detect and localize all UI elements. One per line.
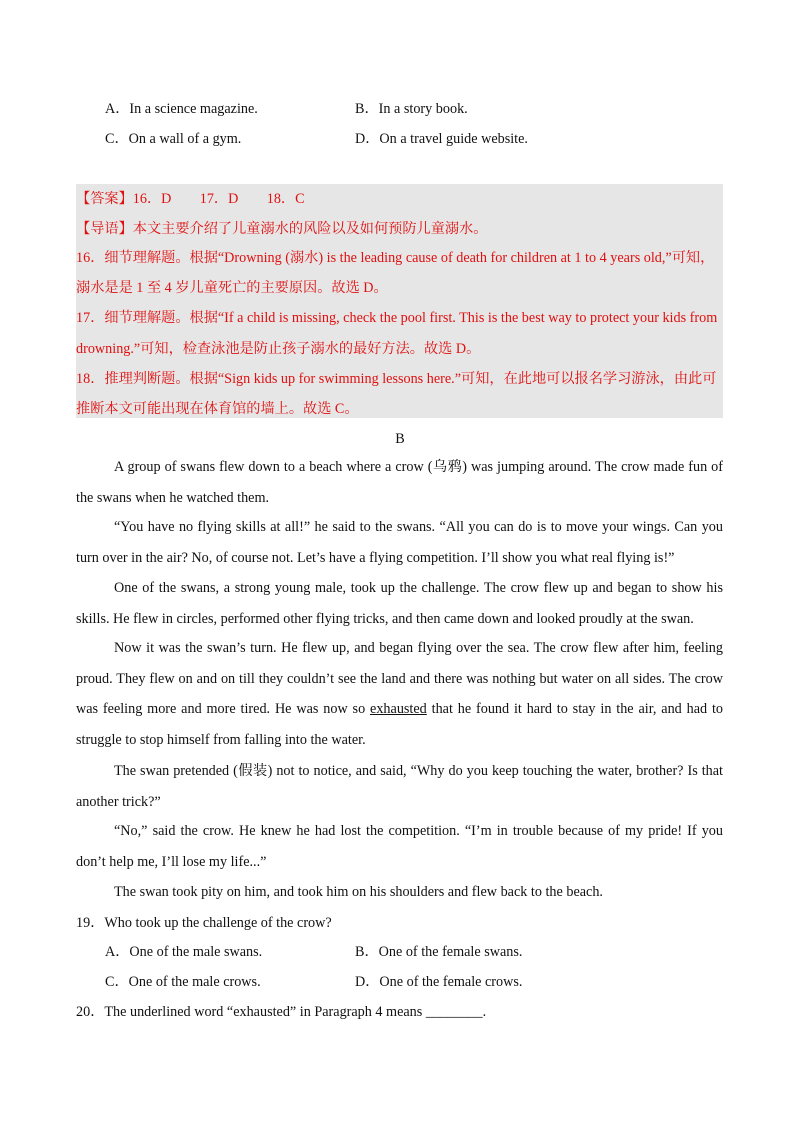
explanation-18-line-2: 推断本文可能出现在体育馆的墙上。故选 C。: [76, 401, 359, 417]
q19-option-a: A．One of the male swans.: [105, 944, 263, 960]
passage-paragraph-2: “You have no flying skills at all!” he said to the swans. “All you can do is to move your wings. Can you turn over in the air? No, of course not. Let’s have a flying competition. I’ll show you what real flying is!”: [76, 519, 723, 566]
answer-explanation-box: [76, 184, 723, 418]
q19-option-d: D．One of the female crows.: [355, 974, 523, 990]
answer-keys: 【答案】16．D 17．D 18．C: [76, 191, 305, 207]
q19-options-row-2: [105, 971, 725, 993]
q19-options-row-1: [105, 941, 725, 963]
question-20-stem: 20．The underlined word “exhausted” in Paragraph 4 means ________.: [76, 1004, 487, 1020]
section-label: B: [395, 431, 405, 447]
passage-paragraph-7: The swan took pity on him, and took him on his shoulders and flew back to the beach.: [114, 884, 603, 900]
explanation-18-line-1: 18．推理判断题。根据“Sign kids up for swimming lessons here.”可知，在此地可以报名学习游泳，由此可: [76, 371, 717, 387]
q18-option-c: C．On a wall of a gym.: [105, 131, 242, 147]
q18-option-d: D．On a travel guide website.: [355, 131, 528, 147]
q18-option-b: B．In a story book.: [355, 101, 468, 117]
question-19-stem: 19．Who took up the challenge of the crow?: [76, 915, 332, 931]
q18-options-row-1: [105, 98, 725, 120]
answer-guide: 【导语】本文主要介绍了儿童溺水的风险以及如何预防儿童溺水。: [76, 221, 488, 237]
explanation-17-line-1: 17．细节理解题。根据“If a child is missing, check the pool first. This is the best way to protect your kids from: [76, 310, 718, 326]
explanation-17-line-2: drowning.”可知，检查泳池是防止孩子溺水的最好方法。故选 D。: [76, 341, 481, 357]
passage-paragraph-3: One of the swans, a strong young male, took up the challenge. The crow flew up and began to show his skills. He flew in circles, performed other flying tricks, and then came down and looked proudly at the swan.: [76, 580, 723, 627]
underlined-word-exhausted: exhausted: [370, 701, 427, 717]
q18-options-row-2: [105, 128, 725, 150]
explanation-16-line-1: 16．细节理解题。根据“Drowning (溺水) is the leading cause of death for children at 1 to 4 years old,”可知，: [76, 250, 715, 266]
passage-paragraph-1: A group of swans flew down to a beach where a crow (乌鸦) was jumping around. The crow made fun of the swans when he watched them.: [76, 459, 723, 506]
q18-option-a: A．In a science magazine.: [105, 101, 258, 117]
passage-paragraph-5: The swan pretended (假装) not to notice, and said, “Why do you keep touching the water, brother? Is that another trick?”: [76, 763, 723, 810]
q19-option-c: C．One of the male crows.: [105, 974, 261, 990]
explanation-16-line-2: 溺水是是 1 至 4 岁儿童死亡的主要原因。故选 D。: [76, 280, 388, 296]
passage-paragraph-4: Now it was the swan’s turn. He flew up, and began flying over the sea. The crow flew after him, feeling proud. They flew on and on till they couldn’t see the land and there was nothing but water on all sides. The crow was feeling more and more tired. He was now so exhausted that he found it hard to stay in the air, and had to struggle to stop himself from falling into the water.: [76, 640, 723, 748]
passage-paragraph-6: “No,” said the crow. He knew he had lost the competition. “I’m in trouble because of my pride! If you don’t help me, I’ll lose my life...”: [76, 823, 723, 870]
q19-option-b: B．One of the female swans.: [355, 944, 523, 960]
